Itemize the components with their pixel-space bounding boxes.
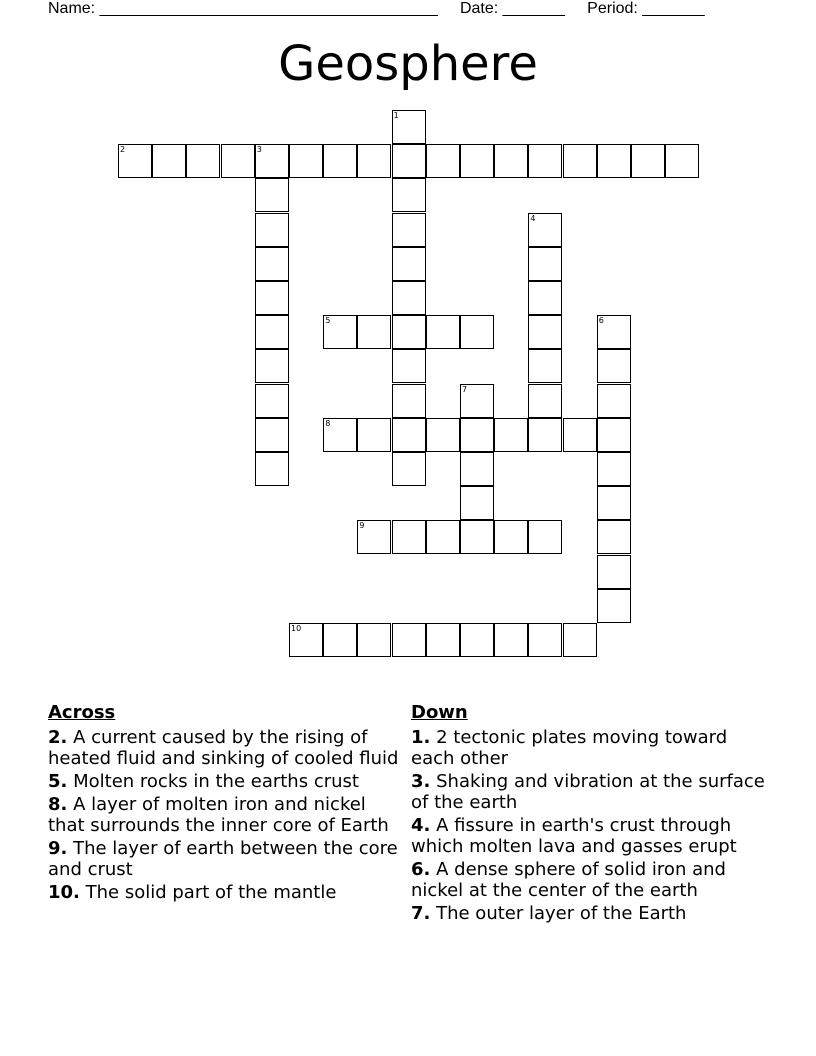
clue-down-4: 4. A fissure in earth's crust through which molten lava and gasses erupt: [411, 815, 737, 857]
clue-number: 4: [530, 213, 536, 223]
grid-cell[interactable]: [460, 623, 494, 657]
grid-cell[interactable]: [494, 623, 528, 657]
grid-cell[interactable]: [357, 418, 391, 452]
grid-cell[interactable]: [392, 213, 426, 247]
clue-across-10: 10. The solid part of the mantle: [48, 882, 337, 903]
grid-cell[interactable]: [528, 349, 562, 383]
grid-cell[interactable]: [528, 213, 562, 247]
grid-cell[interactable]: [357, 520, 391, 554]
grid-cell[interactable]: [118, 144, 152, 178]
clue-number: 5: [325, 316, 331, 326]
grid-cell[interactable]: [528, 418, 562, 452]
clue-down-6: 6. A dense sphere of solid iron and nickel at the center of the earth: [411, 859, 726, 901]
grid-cell[interactable]: [392, 315, 426, 349]
grid-cell[interactable]: [392, 384, 426, 418]
grid-cell[interactable]: [323, 315, 357, 349]
grid-cell[interactable]: [528, 144, 562, 178]
clue-number: 9: [359, 521, 365, 531]
clue-number: 2: [120, 145, 126, 155]
grid-cell[interactable]: [563, 418, 597, 452]
grid-cell[interactable]: [597, 384, 631, 418]
grid-cell[interactable]: [426, 623, 460, 657]
clue-across-8: 8. A layer of molten iron and nickel that surrounds the inner core of Earth: [48, 794, 389, 836]
grid-cell[interactable]: [392, 418, 426, 452]
page-title: Geosphere: [278, 36, 538, 92]
grid-cell[interactable]: [528, 315, 562, 349]
grid-cell[interactable]: [357, 623, 391, 657]
grid-cell[interactable]: [597, 349, 631, 383]
down-heading: Down: [411, 702, 468, 723]
clue-number: 3: [256, 145, 262, 155]
clue-across-5: 5. Molten rocks in the earths crust: [48, 771, 359, 792]
grid-cell[interactable]: [323, 623, 357, 657]
grid-cell[interactable]: [494, 418, 528, 452]
grid-cell[interactable]: [426, 144, 460, 178]
grid-cell[interactable]: [528, 384, 562, 418]
across-heading: Across: [48, 702, 116, 723]
grid-cell[interactable]: [665, 144, 699, 178]
across-clues: [48, 702, 400, 905]
clue-across-2: 2. A current caused by the rising of heated fluid and sinking of cooled fluid: [48, 727, 399, 769]
grid-cell[interactable]: [357, 315, 391, 349]
grid-cell[interactable]: [563, 144, 597, 178]
grid-cell[interactable]: [460, 452, 494, 486]
clue-number: 7: [462, 384, 468, 394]
grid-cell[interactable]: [597, 520, 631, 554]
grid-cell[interactable]: [392, 178, 426, 212]
grid-cell[interactable]: [460, 144, 494, 178]
date-field[interactable]: Date: _______: [459, 0, 565, 17]
grid-cell[interactable]: [255, 452, 289, 486]
grid-cell[interactable]: [392, 349, 426, 383]
grid-cell[interactable]: [392, 144, 426, 178]
clue-down-7: 7. The outer layer of the Earth: [411, 903, 687, 924]
clue-down-3: 3. Shaking and vibration at the surface of the earth: [411, 771, 765, 813]
grid-cell[interactable]: [255, 384, 289, 418]
grid-cell[interactable]: [563, 623, 597, 657]
grid-cell[interactable]: [631, 144, 665, 178]
grid-cell[interactable]: [255, 213, 289, 247]
clue-number: 6: [598, 316, 604, 326]
grid-cell[interactable]: [426, 418, 460, 452]
grid-cell[interactable]: [289, 623, 323, 657]
clue-number: 10: [291, 624, 302, 633]
grid-cell[interactable]: [597, 315, 631, 349]
grid-cell[interactable]: [323, 418, 357, 452]
grid-cell[interactable]: [255, 418, 289, 452]
grid-cell[interactable]: [221, 144, 255, 178]
grid-cell[interactable]: [460, 520, 494, 554]
grid-cell[interactable]: [597, 486, 631, 520]
grid-cell[interactable]: [494, 520, 528, 554]
grid-cell[interactable]: [392, 247, 426, 281]
grid-cell[interactable]: [323, 144, 357, 178]
clue-number: 1: [393, 111, 399, 120]
grid-cell[interactable]: [255, 315, 289, 349]
grid-cell[interactable]: [152, 144, 186, 178]
grid-cell[interactable]: [255, 247, 289, 281]
period-field[interactable]: Period: _______: [587, 0, 705, 17]
down-clues: [411, 702, 771, 926]
grid-cell[interactable]: [597, 589, 631, 623]
grid-cell[interactable]: [255, 144, 289, 178]
grid-cell[interactable]: [426, 315, 460, 349]
grid-cell[interactable]: [528, 623, 562, 657]
grid-cell[interactable]: [392, 452, 426, 486]
grid-cell[interactable]: [392, 520, 426, 554]
grid-cell[interactable]: [357, 144, 391, 178]
grid-cell[interactable]: [528, 281, 562, 315]
grid-cell[interactable]: [528, 247, 562, 281]
header-fields: [48, 0, 705, 18]
clue-down-1: 1. 2 tectonic plates moving toward each other: [411, 727, 728, 769]
grid-cell[interactable]: [460, 315, 494, 349]
grid-cell[interactable]: [392, 281, 426, 315]
grid-cell[interactable]: [597, 144, 631, 178]
grid-cell[interactable]: [255, 349, 289, 383]
grid-cell[interactable]: [494, 144, 528, 178]
grid-cell[interactable]: [460, 418, 494, 452]
name-field[interactable]: Name: ______________________________________: [48, 0, 438, 17]
grid-cell[interactable]: [426, 520, 460, 554]
grid-cell[interactable]: [255, 281, 289, 315]
grid-cell[interactable]: [597, 418, 631, 452]
clue-across-9: 9. The layer of earth between the core and crust: [48, 838, 398, 880]
grid-cell[interactable]: [255, 178, 289, 212]
grid-cell[interactable]: [597, 452, 631, 486]
grid-cell[interactable]: [460, 486, 494, 520]
grid-cell[interactable]: [289, 144, 323, 178]
grid-cell[interactable]: [528, 520, 562, 554]
clue-number: 8: [325, 418, 331, 428]
grid-cell[interactable]: [392, 623, 426, 657]
grid-cell[interactable]: [392, 110, 426, 144]
grid-cell[interactable]: [460, 384, 494, 418]
grid-cell[interactable]: [186, 144, 220, 178]
grid-cell[interactable]: [597, 555, 631, 589]
